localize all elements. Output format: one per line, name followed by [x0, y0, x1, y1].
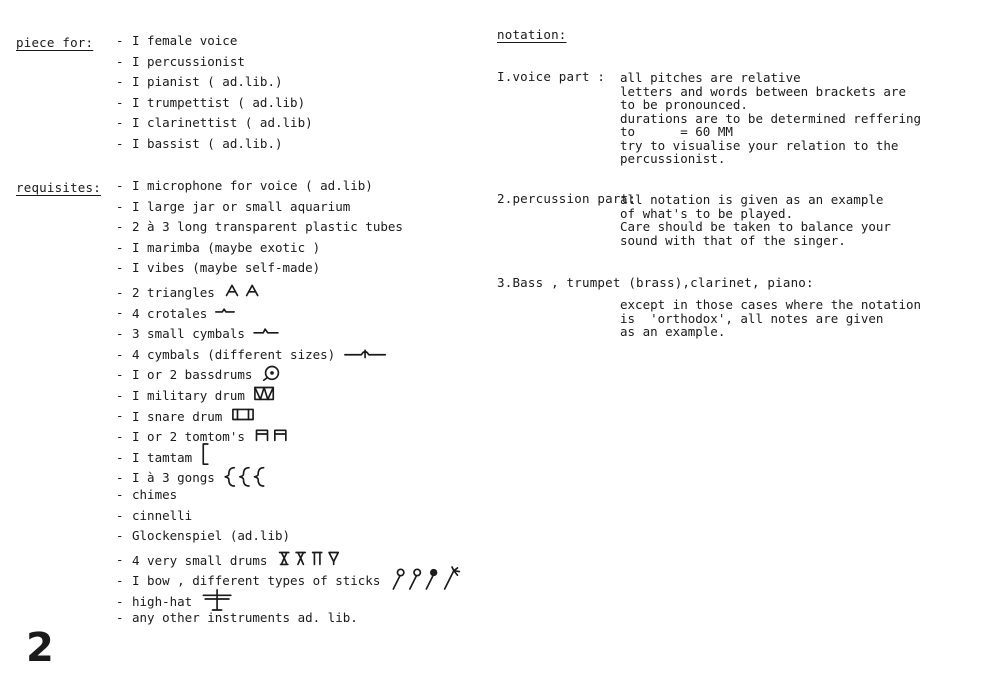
requisite-item-text: I à 3 gongs — [132, 470, 215, 486]
requisites-list — [116, 176, 474, 629]
requisites-heading: requisites: — [16, 180, 101, 195]
list-dash: - — [116, 470, 124, 486]
percussion-part-notes — [620, 193, 891, 247]
requisite-item — [116, 300, 474, 321]
notation-line: sound with that of the singer. — [620, 232, 846, 248]
list-dash: - — [116, 284, 124, 300]
list-dash: - — [116, 74, 124, 90]
requisite-item — [116, 567, 474, 588]
piece-for-item — [116, 134, 313, 155]
requisite-item — [116, 588, 474, 609]
requisite-item-text: 4 cymbals (different sizes) — [132, 346, 336, 362]
requisite-item-text: I bow , different types of sticks — [132, 573, 381, 589]
requisite-item-text: I snare drum — [132, 408, 223, 424]
requisite-item — [116, 464, 474, 485]
requisite-item — [116, 382, 474, 403]
list-dash: - — [116, 428, 124, 444]
requisite-item-text: I or 2 tomtom's — [132, 428, 245, 444]
list-dash: - — [116, 33, 124, 48]
list-dash: - — [116, 449, 124, 465]
requisite-item — [116, 197, 474, 218]
piece-for-item — [116, 72, 313, 93]
notation-line: try to visualise your relation to the — [620, 137, 899, 153]
voice-part-notes — [620, 71, 921, 166]
list-dash: - — [116, 53, 124, 69]
requisite-item — [116, 258, 474, 279]
requisite-item — [116, 341, 474, 362]
list-dash: - — [116, 367, 124, 383]
requisite-item-text: chimes — [132, 486, 178, 502]
list-dash: - — [116, 94, 124, 110]
notation-line: to be pronounced. — [620, 97, 748, 112]
requisite-item — [116, 320, 474, 341]
notation-line: of what's to be played. — [620, 205, 794, 221]
list-dash: - — [116, 610, 124, 626]
notation-heading: notation: — [497, 27, 567, 42]
notation-line: durations are to be determined reffering — [620, 110, 922, 126]
notation-line: except in those cases where the notation — [620, 297, 922, 312]
piece-for-item — [116, 113, 313, 134]
requisite-item — [116, 279, 474, 300]
list-dash: - — [116, 528, 124, 544]
list-dash: - — [116, 387, 124, 403]
list-dash: - — [116, 239, 124, 255]
bass-part-notes — [620, 298, 921, 339]
piece-for-item-text: I female voice — [132, 33, 238, 48]
requisite-item — [116, 485, 474, 506]
piece-for-item-text: I trumpettist ( ad.lib) — [132, 94, 306, 110]
list-dash: - — [116, 593, 124, 609]
requisite-item — [116, 176, 474, 197]
notation-line: percussionist. — [620, 151, 726, 166]
list-dash: - — [116, 325, 124, 341]
percussion-part-label: 2.percussion part: — [497, 191, 637, 206]
list-dash: - — [116, 305, 124, 321]
requisite-item-text: any other instruments ad. lib. — [132, 610, 358, 626]
piece-for-item-text: I bassist ( ad.lib.) — [132, 135, 283, 151]
requisite-item — [116, 444, 474, 465]
bass-part-label: 3.Bass , trumpet (brass),clarinet, piano: — [497, 275, 814, 290]
requisite-item — [116, 547, 474, 568]
list-dash: - — [116, 408, 124, 424]
list-dash: - — [116, 260, 124, 276]
list-dash: - — [116, 573, 124, 589]
piece-for-item-text: I clarinettist ( ad.lib) — [132, 115, 313, 131]
requisite-item-text: 4 very small drums — [132, 552, 268, 568]
piece-for-item — [116, 93, 313, 114]
requisite-item-text: I or 2 bassdrums — [132, 367, 253, 383]
piece-for-item — [116, 52, 313, 73]
notation-line: is 'orthodox', all notes are given — [620, 310, 884, 326]
piece-for-item-text: I percussionist — [132, 53, 245, 69]
list-dash: - — [116, 507, 124, 523]
list-dash: - — [116, 486, 124, 502]
requisite-item-text: I marimba (maybe exotic ) — [132, 239, 321, 255]
requisite-item-text: cinnelli — [132, 507, 193, 523]
list-dash: - — [116, 219, 124, 235]
requisite-item-text: I microphone for voice ( ad.lib) — [132, 178, 373, 193]
requisite-item-text: 4 crotales — [132, 305, 208, 321]
list-dash: - — [116, 346, 124, 362]
piece-for-item — [116, 31, 313, 52]
list-dash: - — [116, 198, 124, 214]
piece-for-list — [116, 31, 313, 155]
piece-for-heading: piece for: — [16, 35, 94, 50]
list-dash: - — [116, 178, 124, 193]
voice-part-label: I.voice part : — [497, 69, 606, 84]
requisite-item — [116, 403, 474, 424]
notation-line: Care should be taken to balance your — [620, 219, 891, 234]
requisite-item-text: 3 small cymbals — [132, 325, 245, 341]
requisite-item — [116, 423, 474, 444]
list-dash: - — [116, 135, 124, 151]
page-number: 2 — [26, 625, 54, 671]
requisite-item-text: I large jar or small aquarium — [132, 198, 351, 214]
requisite-item — [116, 506, 474, 527]
requisite-item-text: 2 triangles — [132, 284, 215, 300]
list-dash: - — [116, 552, 124, 568]
notation-line: as an example. — [620, 324, 726, 339]
piece-for-item-text: I pianist ( ad.lib.) — [132, 74, 283, 90]
list-dash: - — [116, 115, 124, 131]
requisite-item-text: 2 à 3 long transparent plastic tubes — [132, 219, 403, 235]
requisite-item — [116, 217, 474, 238]
notation-line: all notation is given as an example — [620, 192, 884, 207]
requisite-item-text: I tamtam — [132, 449, 193, 465]
requisite-item — [116, 526, 474, 547]
notation-line: all pitches are relative — [620, 70, 801, 85]
notation-line: letters and words between brackets are — [620, 83, 906, 99]
requisite-item — [116, 361, 474, 382]
notation-line: to = 60 MM — [620, 124, 733, 139]
requisite-item-text: Glockenspiel (ad.lib) — [132, 528, 291, 544]
requisite-item — [116, 608, 474, 629]
requisite-item-text: high-hat — [132, 593, 193, 609]
requisite-item-text: I vibes (maybe self-made) — [132, 260, 321, 276]
requisite-item — [116, 238, 474, 259]
requisite-item-text: I military drum — [132, 387, 245, 403]
